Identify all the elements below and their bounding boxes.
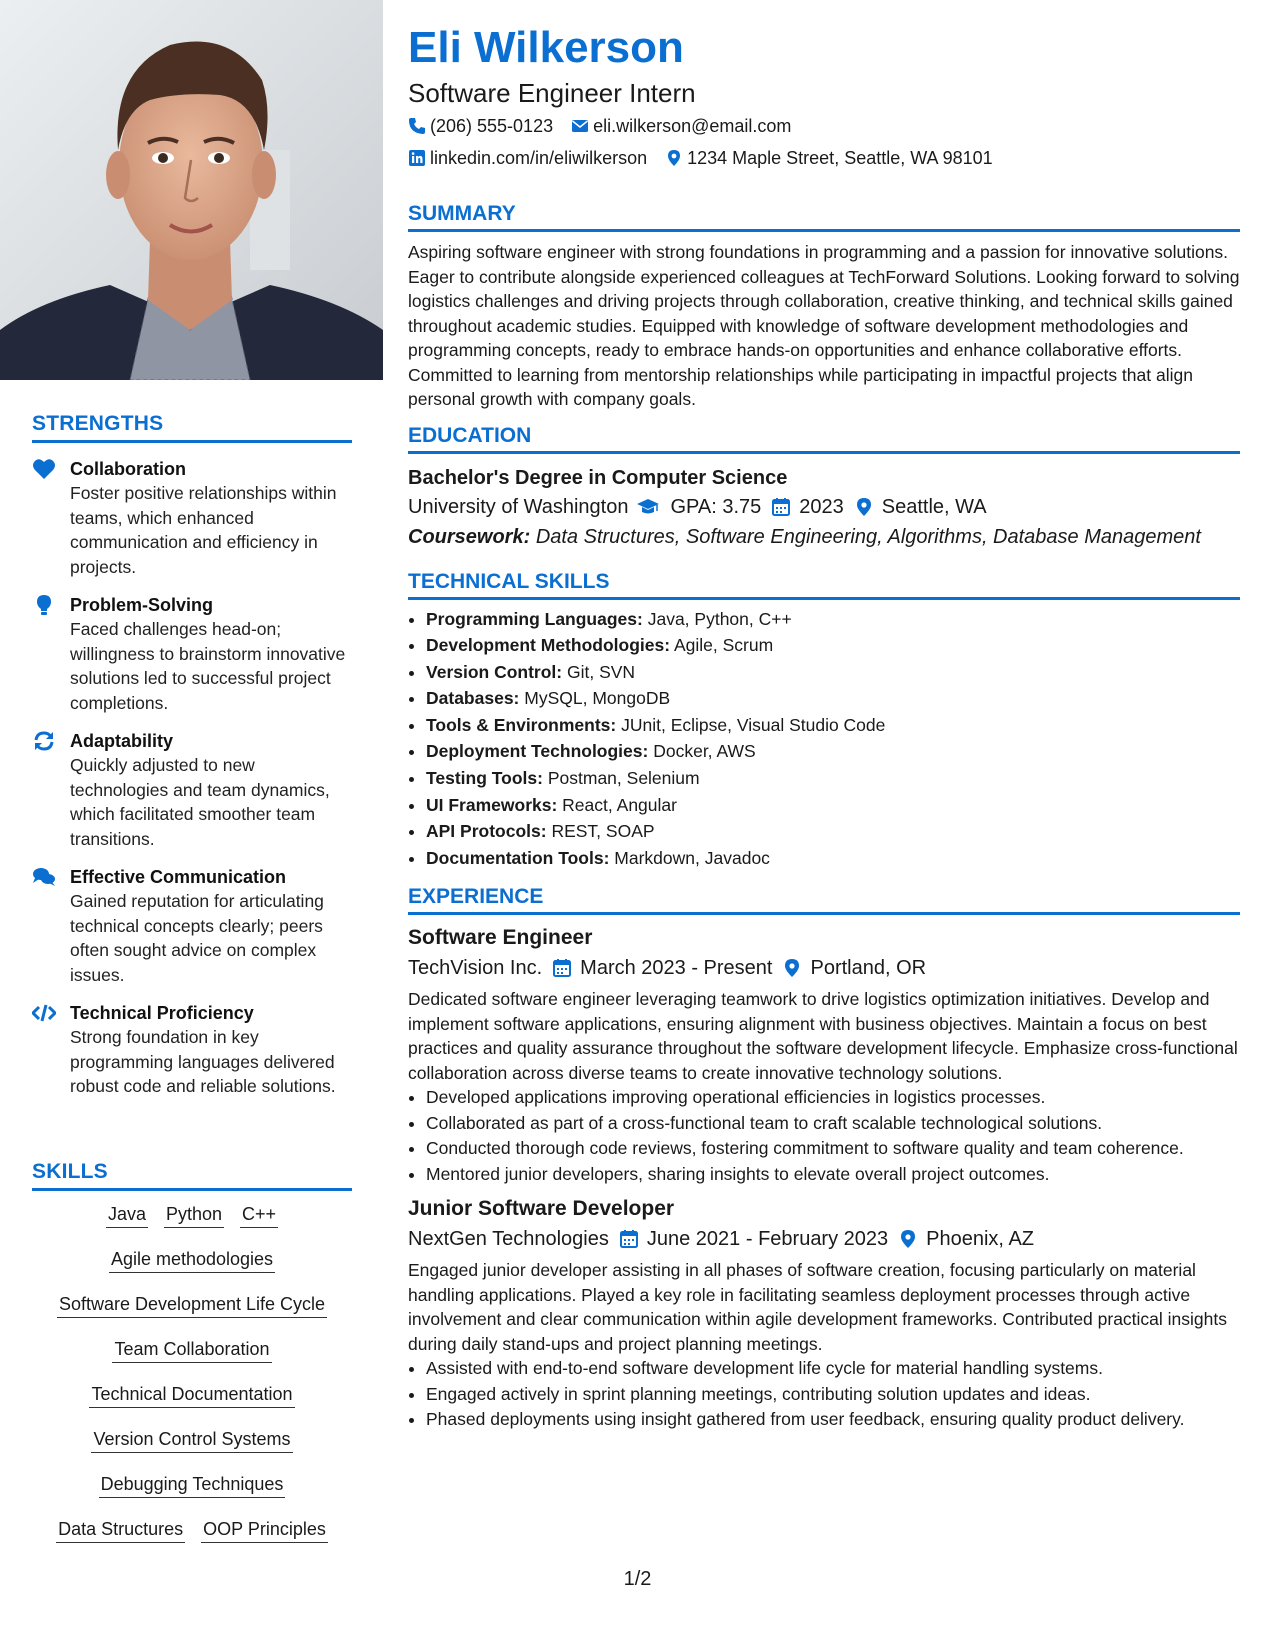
tech-skill-label: Development Methodologies: <box>426 635 671 656</box>
calendar-icon <box>619 1229 639 1249</box>
job-title: Junior Software Developer <box>408 1197 675 1221</box>
phone-contact[interactable] <box>408 110 553 142</box>
phone-text: (206) 555-0123 <box>430 116 554 136</box>
map-pin-icon <box>898 1229 918 1249</box>
list-item: • Collaborated as part of a cross-functional team to craft scalable technological solutions. <box>426 1111 1240 1136</box>
technical-skills-list <box>408 606 1240 872</box>
tech-skill-label: UI Frameworks: <box>426 794 558 815</box>
strength-item <box>32 729 352 851</box>
education-section <box>408 424 1240 552</box>
strength-item <box>32 593 352 715</box>
job-entry <box>408 923 1240 1186</box>
tech-skill-value: JUnit, Eclipse, Visual Studio Code <box>621 714 886 735</box>
summary-section <box>408 202 1240 412</box>
tech-skill-value: Git, SVN <box>567 661 636 682</box>
linkedin-text: linkedin.com/in/eliwilkerson <box>430 148 648 168</box>
strength-desc: Gained reputation for articulating technical concepts clearly; peers often sought advice on complex issues. <box>70 891 324 985</box>
contact-row <box>408 110 1240 142</box>
strength-desc: Quickly adjusted to new technologies and team dynamics, which facilitated smoother team transitions. <box>70 755 330 849</box>
skill-tag: Technical Documentation <box>89 1381 294 1408</box>
school-text: University of Washington <box>408 495 629 518</box>
skill-tag: Agile methodologies <box>109 1246 275 1273</box>
job-description: Engaged junior developer assisting in all phases of software creation, focusing particularly on material handling applications. Played a key role in facilitating seamless deployment processes through active involvement and clear communication within agile development frameworks. Contributed practical insights during daily stand-ups and project planning meetings. <box>408 1260 1228 1354</box>
location-text: Portland, OR <box>810 957 927 980</box>
summary-text: Aspiring software engineer with strong foundations in programming and a passion for innovative solutions. Eager to contribute alongside experienced colleagues at TechForward Solutions. Looking forward to solving logistics challenges and driving projects through collaboration, creative thinking, and technical skills gained throughout academic studies. Equipped with knowledge of software development methodologies and programming concepts, ready to embrace hands-on opportunities and enhance collaborative efforts. Committed to learning from mentorship relationships while participating in impactful projects that align personal growth with company goals. <box>408 242 1240 409</box>
strength-item <box>32 865 352 987</box>
strength-title: Collaboration <box>70 459 186 479</box>
email-contact[interactable] <box>571 110 791 142</box>
company-text: TechVision Inc. <box>408 957 543 980</box>
chat-icon <box>32 866 56 888</box>
sync-icon <box>32 730 56 752</box>
tech-skill-value: React, Angular <box>562 794 677 815</box>
job-bullets <box>408 1356 1240 1432</box>
list-item <box>426 818 1240 845</box>
email-text: eli.wilkerson@email.com <box>593 116 792 136</box>
skill-tag: Debugging Techniques <box>99 1471 286 1498</box>
skill-tag: Software Development Life Cycle <box>57 1291 327 1318</box>
strength-title: Adaptability <box>70 731 174 751</box>
tech-skill-label: API Protocols: <box>426 821 547 842</box>
coursework-label: Coursework: <box>408 525 531 548</box>
strengths-section <box>32 412 352 1099</box>
skill-tag: Version Control Systems <box>91 1426 292 1453</box>
graduation-year <box>771 492 844 522</box>
graduation-cap-icon <box>636 497 660 517</box>
school-name <box>408 492 660 522</box>
linkedin-icon <box>408 149 426 167</box>
address-contact <box>665 142 993 174</box>
job-bullets <box>408 1085 1240 1186</box>
coursework-text: Data Structures, Software Engineering, Algorithms, Database Management <box>535 525 1201 548</box>
map-pin-icon <box>665 149 683 167</box>
heart-icon <box>32 458 56 480</box>
job-meta <box>408 953 1240 983</box>
list-item: • Developed applications improving operational efficiencies in logistics processes. <box>426 1085 1240 1110</box>
skill-tag: Data Structures <box>56 1516 185 1543</box>
year-text: 2023 <box>799 495 844 518</box>
education-heading: EDUCATION <box>408 424 1240 454</box>
list-item <box>426 685 1240 712</box>
tech-skill-label: Deployment Technologies: <box>426 741 649 762</box>
strength-desc: Foster positive relationships within teams, which enhanced communication and efficiency in projects. <box>70 483 337 577</box>
job-location <box>898 1224 1034 1254</box>
gpa <box>670 492 761 522</box>
list-item <box>426 712 1240 739</box>
strength-title: Problem-Solving <box>70 595 214 615</box>
job-entry <box>408 1194 1240 1432</box>
candidate-title: Software Engineer Intern <box>408 78 696 108</box>
experience-section <box>408 885 1240 1432</box>
skills-heading: SKILLS <box>32 1160 352 1191</box>
location-text: Seattle, WA <box>881 495 987 518</box>
dates-text: June 2021 - February 2023 <box>646 1228 889 1251</box>
list-item: • Assisted with end-to-end software development life cycle for material handling systems. <box>426 1356 1240 1381</box>
skills-section <box>32 1160 352 1561</box>
list-item <box>426 659 1240 686</box>
degree-title: Bachelor's Degree in Computer Science <box>408 466 788 489</box>
skill-tag: OOP Principles <box>201 1516 328 1543</box>
dates-text: March 2023 - Present <box>580 957 773 980</box>
strength-desc: Strong foundation in key programming languages delivered robust code and reliable solutions. <box>70 1027 336 1096</box>
list-item: • Phased deployments using insight gathered from user feedback, ensuring quality product delivery. <box>426 1407 1240 1432</box>
left-column <box>0 0 383 1650</box>
list-item: • Engaged actively in sprint planning meetings, contributing solution updates and ideas. <box>426 1382 1240 1407</box>
tech-skill-value: Agile, Scrum <box>673 635 774 656</box>
tech-skill-value: REST, SOAP <box>551 821 655 842</box>
tech-skill-value: Markdown, Javadoc <box>614 847 770 868</box>
school-location <box>854 492 987 522</box>
tech-skill-label: Tools & Environments: <box>426 714 617 735</box>
profile-photo <box>0 0 383 380</box>
strengths-heading: STRENGTHS <box>32 412 352 443</box>
strength-item <box>32 457 352 579</box>
strength-desc: Faced challenges head-on; willingness to brainstorm innovative solutions led to successful project completions. <box>70 619 346 713</box>
coursework <box>408 522 1240 552</box>
right-column <box>408 20 1240 1433</box>
job-location <box>782 953 926 983</box>
profile-photo-illustration <box>0 0 383 380</box>
tech-skill-label: Version Control: <box>426 661 563 682</box>
candidate-name: Eli Wilkerson <box>408 23 684 72</box>
map-pin-icon <box>782 958 802 978</box>
technical-skills-heading: TECHNICAL SKILLS <box>408 570 1240 600</box>
tech-skill-value: Postman, Selenium <box>547 768 700 789</box>
phone-icon <box>408 117 426 135</box>
list-item <box>426 738 1240 765</box>
strength-item <box>32 1001 352 1099</box>
linkedin-contact[interactable] <box>408 142 647 174</box>
tech-skill-label: Programming Languages: <box>426 608 643 629</box>
summary-heading: SUMMARY <box>408 202 1240 232</box>
tech-skill-value: Docker, AWS <box>653 741 756 762</box>
tech-skill-label: Testing Tools: <box>426 768 543 789</box>
strength-title: Effective Communication <box>70 867 287 887</box>
job-dates <box>552 953 772 983</box>
calendar-icon <box>552 958 572 978</box>
job-dates <box>619 1224 888 1254</box>
skill-tag: Python <box>164 1201 224 1228</box>
skill-tag: C++ <box>240 1201 278 1228</box>
strength-title: Technical Proficiency <box>70 1003 254 1023</box>
list-item <box>426 765 1240 792</box>
company <box>408 953 542 983</box>
list-item <box>426 632 1240 659</box>
skill-tag: Java <box>106 1201 148 1228</box>
job-description: Dedicated software engineer leveraging teamwork to drive logistics optimization initiatives. Develop and implement software applications, ensuring alignment with business objectives. Maintain a focus on best practices and quality assurance throughout the software development lifecycle. Emphasize cross-functional collaboration across diverse teams to create innovative technology solutions. <box>408 989 1238 1083</box>
contact-row <box>408 142 1240 174</box>
calendar-icon <box>771 497 791 517</box>
skill-tag: Team Collaboration <box>112 1336 271 1363</box>
list-item <box>426 606 1240 633</box>
company-text: NextGen Technologies <box>408 1228 609 1251</box>
list-item <box>426 792 1240 819</box>
list-item <box>426 845 1240 872</box>
location-text: Phoenix, AZ <box>926 1228 1034 1251</box>
envelope-icon <box>571 117 589 135</box>
map-pin-icon <box>854 497 874 517</box>
education-meta <box>408 492 1240 522</box>
skills-list <box>32 1201 352 1561</box>
job-title: Software Engineer <box>408 926 593 950</box>
page-number: 1/2 <box>623 1568 652 1590</box>
company <box>408 1224 609 1254</box>
experience-heading: EXPERIENCE <box>408 885 1240 915</box>
list-item: • Conducted thorough code reviews, fostering commitment to software quality and team coherence. <box>426 1136 1240 1161</box>
address-text: 1234 Maple Street, Seattle, WA 98101 <box>687 148 993 168</box>
tech-skill-label: Documentation Tools: <box>426 847 610 868</box>
lightbulb-icon <box>32 594 56 616</box>
gpa-text: GPA: 3.75 <box>670 495 762 518</box>
list-item: • Mentored junior developers, sharing insights to elevate overall project outcomes. <box>426 1162 1240 1187</box>
tech-skill-value: MySQL, MongoDB <box>524 688 671 709</box>
tech-skill-label: Databases: <box>426 688 520 709</box>
job-meta <box>408 1224 1240 1254</box>
code-icon <box>32 1002 56 1024</box>
tech-skill-value: Java, Python, C++ <box>647 608 792 629</box>
technical-skills-section <box>408 570 1240 872</box>
